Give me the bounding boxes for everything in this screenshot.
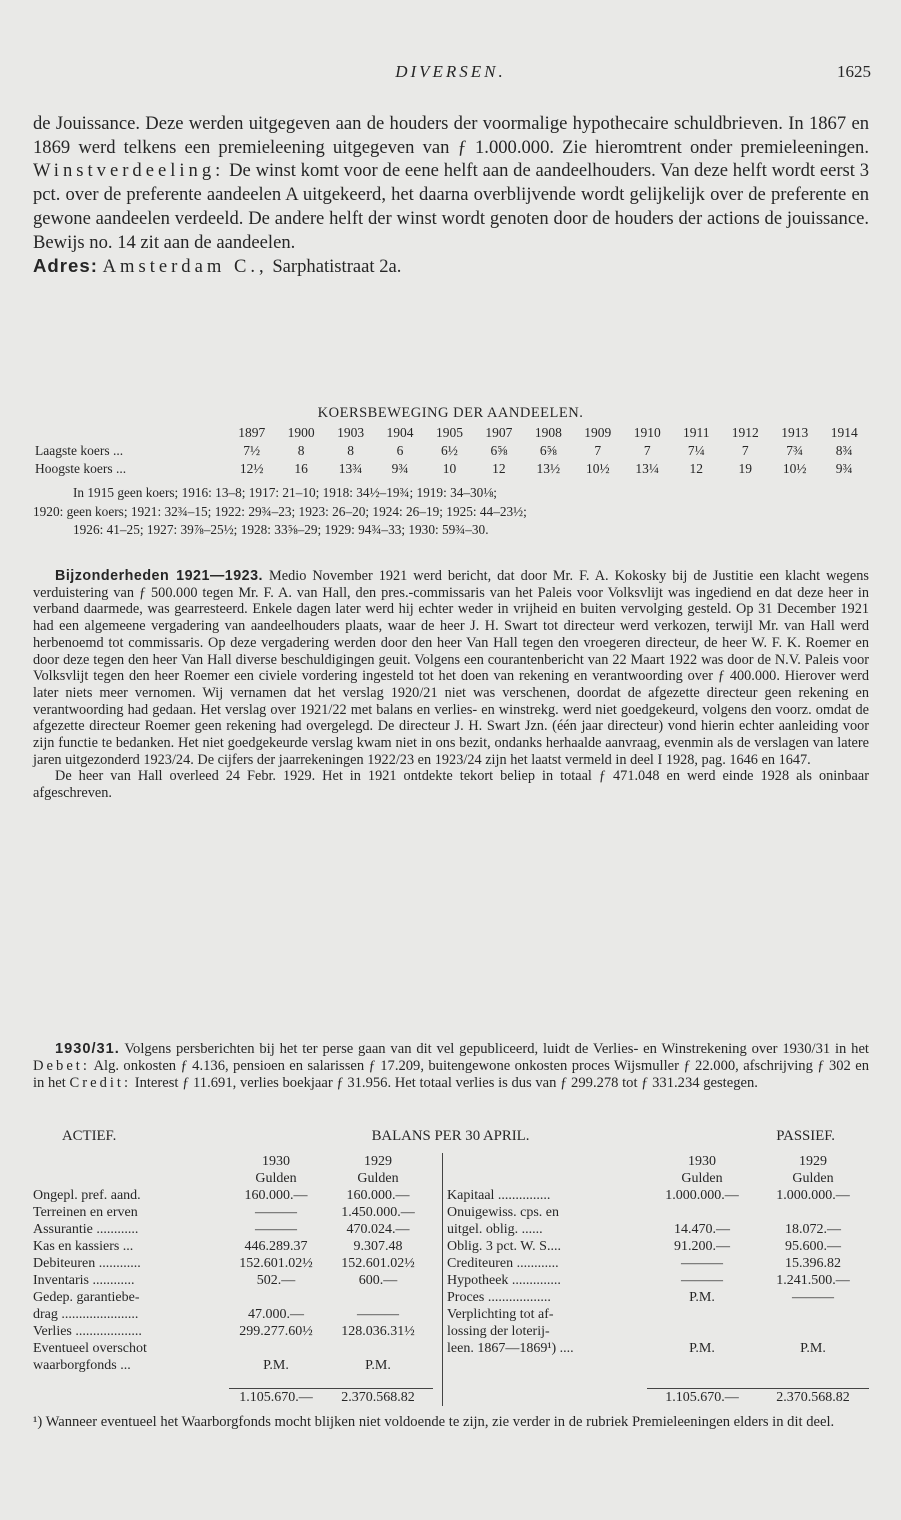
balans-cell — [443, 1374, 648, 1389]
balans-value: 470.024.— — [346, 1221, 410, 1237]
koers-note-1: In 1915 geen koers; 1916: 13–8; 1917: 21–10; 1918: 34½–19¾; 1919: 34–30⅛; — [73, 485, 498, 500]
adres-city: Amsterdam C., — [102, 256, 268, 278]
balans-passief-label: leen. 1867—1869¹) .... — [447, 1340, 574, 1356]
running-header-title: DIVERSEN. — [395, 62, 506, 81]
balans-total: 2.370.568.82 — [323, 1389, 433, 1407]
balans-passief-label: Kapitaal ............... — [447, 1187, 551, 1203]
footnote: ¹) Wanneer eventueel het Waarborgfonds mocht blijken niet voldoende te zijn, zie verder in de rubriek Premieleeningen elders in dit deel. — [33, 1414, 835, 1430]
balans-passief-label: Verplichting tot af- — [447, 1306, 554, 1322]
balans-separator — [433, 1357, 443, 1374]
koers-year-cell: 1912 — [731, 425, 759, 440]
jaar-1930-text-b: Alg. onkosten ƒ 4.136, pensioen en salarissen ƒ 17.209, buitengewone onkosten proces Wijsmuller ƒ 22.000, afschrijving ƒ 302 en in het — [33, 1057, 869, 1091]
balans-value: 1.000.000.— — [776, 1187, 850, 1203]
balans-passief-heading: PASSIEF. — [776, 1128, 835, 1144]
credit-label: Credit: — [69, 1074, 132, 1091]
balans-cell — [443, 1170, 648, 1187]
balans-value — [647, 1204, 757, 1221]
balans-value — [229, 1289, 323, 1306]
koers-value-cell: 6⅝ — [490, 443, 508, 458]
bijzonderheden-text-2: De heer van Hall overleed 24 Febr. 1929. Het in 1921 ontdekte tekort beliep in totaal ƒ 471.048 en werd einde 1928 als oninbaar afgeschreven. — [33, 768, 869, 802]
balans-cell — [757, 1374, 869, 1389]
balans-value: P.M. — [800, 1340, 826, 1356]
koers-year-cell: 1905 — [435, 425, 463, 440]
koers-row-label: Laagste koers ... — [35, 443, 124, 458]
koers-value-cell: 19 — [738, 461, 753, 476]
koers-value-cell: 9¾ — [835, 461, 853, 476]
koers-row — [33, 442, 869, 460]
jaar-1930-text-c: Interest ƒ 11.691, verlies boekjaar ƒ 31.956. Het totaal verlies is dus van ƒ 299.278 tot ƒ 331.234 gestegen. — [134, 1074, 758, 1091]
balans-row — [33, 1357, 869, 1374]
balans-actief-label: Inventaris ............ — [33, 1272, 135, 1288]
jaar-1930-section — [33, 1041, 869, 1091]
koers-value-cell: 8 — [347, 443, 354, 458]
koers-value-cell: 7 — [594, 443, 602, 458]
balans-separator — [433, 1153, 443, 1170]
balans-cell — [33, 1153, 229, 1170]
balans-row — [33, 1255, 869, 1272]
debet-label: Debet: — [33, 1057, 90, 1074]
koers-value-cell: 13¾ — [338, 461, 363, 476]
balans-value: 600.— — [358, 1272, 398, 1288]
balans-year: 1930 — [262, 1153, 290, 1169]
balans-value — [757, 1357, 869, 1374]
balans-year: 1929 — [799, 1153, 827, 1169]
balans-value: 1.241.500.— — [776, 1272, 850, 1288]
koers-year-cell: 1903 — [337, 425, 365, 440]
koers-table — [33, 424, 869, 478]
koers-value-cell: 8¾ — [835, 443, 853, 458]
bijzonderheden-section — [33, 568, 869, 802]
balans-value: P.M. — [689, 1340, 715, 1356]
balans-cell — [443, 1153, 648, 1170]
balans-actief-heading: ACTIEF. — [62, 1128, 117, 1144]
koers-value-cell: 9¾ — [391, 461, 409, 476]
balans-row — [33, 1272, 869, 1289]
balans-actief-label: Eventueel overschot — [33, 1340, 147, 1356]
balans-separator — [433, 1204, 443, 1221]
koers-value-cell: 6 — [396, 443, 404, 458]
koers-year-cell: 1910 — [633, 425, 661, 440]
balans-currency: Gulden — [792, 1170, 834, 1186]
koers-value-cell: 7¾ — [786, 443, 804, 458]
balans-separator — [433, 1187, 443, 1204]
koers-value-cell: 10 — [442, 461, 457, 476]
balans-separator — [433, 1221, 443, 1238]
koers-value-cell: 8 — [297, 443, 305, 458]
balans-row — [33, 1306, 869, 1323]
balans-cell — [229, 1374, 323, 1389]
koers-value-cell: 12 — [492, 461, 506, 476]
balans-separator — [433, 1289, 443, 1306]
balans-row — [33, 1238, 869, 1255]
koers-year-cell: 1907 — [485, 425, 513, 440]
balans-value — [647, 1357, 757, 1374]
balans-value: 299.277.60½ — [239, 1323, 313, 1339]
koers-note-3: 1926: 41–25; 1927: 39⅞–25½; 1928: 33⅝–29; 1929: 94¾–33; 1930: 59¾–30. — [73, 522, 489, 537]
balans-passief-label: uitgel. oblig. ...... — [447, 1221, 543, 1237]
balans-actief-label: Gedep. garantiebe- — [33, 1289, 140, 1305]
bijzonderheden-text: Medio November 1921 werd bericht, dat door Mr. F. A. Kokosky bij de Justitie een klacht wegens verduistering van ƒ 500.000 tegen Mr. F. A. van Hall, den pres.-commissaris van het Paleis voor Volksvlijt was ingediend en dat deze heer in verband daarmede, was gearresteerd. Enkele dagen later werd hij echter weder in vrijheid en buiten vervolging gesteld. Op 31 December 1921 had een algemeene vergadering van aandeelhouders plaats, waar de heer J. H. Swart tot directeur werd verkozen, terwijl Mr. van Hall werd herbenoemd tot commissaris. Op deze vergadering werden door den heer Van Hall tegen den vroegeren directeur, de heer W. F. K. Roemer en door deze tegen den heer Van Hall diverse beschuldigingen geuit. Volgens een courantenbericht van 22 Maart 1922 was door de N.V. Paleis voor Volksvlijt tegen den heer Roemer een civiele vordering ingesteld tot het doen van rekening en verantwoording over ƒ 400.000. Hierover werd later niets meer vernomen. Wij vernamen dat het verslag 1920/21 niet was verschenen, doordat de afgezette directeur geen rekening en verantwoording had gedaan. Het verslag over 1921/22 met balans en verlies- en winstrekg. werd niet goedgekeurd, volgens den voorz. omdat de afgezette directeur Roemer geen rekening had overgelegd. De directeur J. H. Swart Jzn. (één jaar directeur) vond hierin echter aanleiding voor zijn functie te bedanken. Het niet goedgekeurde verslag kwam niet in ons bezit, ondanks herhaalde aanvraag, evenmin als de verslagen van latere jaren uitgezonderd 1923/24. De cijfers der jaarrekeningen 1922/23 en 1923/24 zijn het laatst vermeld in deel I 1928, pag. 1646 en 1647. — [33, 568, 869, 768]
koers-years-row — [33, 424, 869, 442]
balans-currency-row — [33, 1170, 869, 1187]
balans-value: 1.000.000.— — [665, 1187, 739, 1203]
balans-row — [33, 1187, 869, 1204]
balans-passief-label: Oblig. 3 pct. W. S.... — [447, 1238, 561, 1254]
balans-actief-label: Ongepl. pref. aand. — [33, 1187, 141, 1203]
koers-year-cell: 1914 — [830, 425, 858, 440]
balans-value: 1.450.000.— — [341, 1204, 415, 1220]
balans-actief-label: waarborgfonds ... — [33, 1357, 131, 1373]
balans-value: 47.000.— — [248, 1306, 304, 1322]
balans-value: P.M. — [365, 1357, 391, 1373]
balans-year: 1929 — [364, 1153, 392, 1169]
balans-passief-label: Proces .................. — [447, 1289, 551, 1305]
balans-title: BALANS PER 30 APRIL. — [371, 1128, 530, 1144]
balans-value — [647, 1306, 757, 1323]
balans-value: ——— — [681, 1255, 723, 1271]
balans-row — [33, 1323, 869, 1340]
balans-value: ——— — [681, 1272, 723, 1288]
balans-cell — [33, 1389, 229, 1407]
koers-value-cell: 10½ — [585, 461, 610, 476]
balans-total: 1.105.670.— — [229, 1389, 323, 1407]
balans-passief-label: lossing der loterij- — [447, 1323, 550, 1339]
balans-passief-label — [443, 1357, 648, 1374]
page-number: 1625 — [837, 62, 871, 81]
balans-value — [757, 1306, 869, 1323]
balans-passief-label: Onuigewiss. cps. en — [447, 1204, 559, 1220]
balans-separator — [433, 1374, 443, 1389]
balans-currency: Gulden — [357, 1170, 399, 1186]
balans-currency: Gulden — [681, 1170, 723, 1186]
koers-value-cell: 6⅝ — [539, 443, 557, 458]
balans-separator — [433, 1340, 443, 1357]
koers-value-cell: 12 — [689, 461, 703, 476]
balans-separator — [433, 1306, 443, 1323]
balans-value — [323, 1289, 433, 1306]
balans-value: ——— — [357, 1306, 399, 1322]
koers-corner-cell — [33, 424, 227, 442]
jaar-1930-text-a: Volgens persberichten bij het ter perse gaan van dit vel gepubliceerd, luidt de Verlies- en Winstrekening over 1930/31 in het — [124, 1041, 869, 1057]
balans-separator — [433, 1255, 443, 1272]
balans-year: 1930 — [688, 1153, 716, 1169]
intro-paragraph-2: De winst komt voor de eene helft aan de aandeelhouders. Van deze helft wordt eerst 3 pct. over de preferente aandeelen A uitgekeerd, het daarna overblijvende wordt gelijkelijk over de preferente en gewone aandeelen verdeeld. De andere helft der winst wordt genoten door de houders der actions de jouissance. Bewijs no. 14 zit aan de aandeelen. — [33, 160, 869, 253]
balans-value: ——— — [255, 1204, 297, 1220]
koers-year-cell: 1908 — [534, 425, 562, 440]
balans-total: 2.370.568.82 — [757, 1389, 869, 1407]
balans-table — [33, 1153, 869, 1406]
balans-value: 160.000.— — [346, 1187, 410, 1203]
koers-value-cell: 13½ — [536, 461, 561, 476]
balans-value: 14.470.— — [674, 1221, 730, 1237]
balans-cell — [323, 1374, 433, 1389]
adres-street: Sarphatistraat 2a. — [272, 256, 402, 278]
balans-row — [33, 1289, 869, 1306]
balans-value: 9.307.48 — [353, 1238, 403, 1254]
intro-paragraph-1: de Jouissance. Deze werden uitgegeven aan de houders der voormalige hypothecaire schuldbrieven. In 1867 en 1869 werd telkens een premieleening uitgegeven van ƒ 1.000.000. Zie hieromtrent onder premieleeningen. — [33, 113, 869, 158]
balans-actief-label: Debiteuren ............ — [33, 1255, 141, 1271]
koers-notes — [33, 484, 869, 540]
balans-separator — [433, 1170, 443, 1187]
balans-total: 1.105.670.— — [647, 1389, 757, 1407]
balans-value: ——— — [255, 1221, 297, 1237]
balans-cell — [33, 1170, 229, 1187]
koers-value-cell: 12½ — [239, 461, 264, 476]
balans-value: ——— — [792, 1289, 834, 1305]
koers-value-cell: 10½ — [782, 461, 807, 476]
koers-year-cell: 1909 — [584, 425, 612, 440]
balans-passief-label: Hypotheek .............. — [447, 1272, 561, 1288]
balans-value — [323, 1340, 433, 1357]
balans-cell — [647, 1374, 757, 1389]
koers-value-cell: 7½ — [243, 443, 261, 458]
adres-label: Adres: — [33, 255, 98, 277]
balans-actief-label: Verlies ................... — [33, 1323, 142, 1339]
balans-value: 152.601.02½ — [239, 1255, 313, 1271]
balans-separator — [433, 1323, 443, 1340]
balans-value: 128.036.31½ — [341, 1323, 415, 1339]
balans-value — [647, 1323, 757, 1340]
balans-actief-label: Kas en kassiers ... — [33, 1238, 134, 1254]
koers-year-cell: 1913 — [781, 425, 809, 440]
balans-cell — [33, 1374, 229, 1389]
winstverdeeling-label: Winstverdeeling: — [33, 160, 225, 182]
balans-separator — [433, 1389, 443, 1407]
balans-spacer-row — [33, 1374, 869, 1389]
balans-value: 152.601.02½ — [341, 1255, 415, 1271]
balans-passief-label: Crediteuren ............ — [447, 1255, 559, 1271]
balans-actief-label: Assurantie ............ — [33, 1221, 139, 1237]
balans-row — [33, 1204, 869, 1221]
koers-value-cell: 6½ — [441, 443, 458, 458]
balans-value: 18.072.— — [785, 1221, 841, 1237]
balans-years-row — [33, 1153, 869, 1170]
balans-value: 160.000.— — [244, 1187, 308, 1203]
koers-row-label: Hoogste koers ... — [35, 461, 127, 476]
balans-value: 15.396.82 — [785, 1255, 841, 1271]
koers-value-cell: 13¼ — [635, 461, 660, 476]
balans-value: 91.200.— — [674, 1238, 730, 1254]
balans-separator — [433, 1238, 443, 1255]
balans-value: 446.289.37 — [244, 1238, 308, 1254]
koers-year-cell: 1911 — [683, 425, 710, 440]
koers-value-cell: 16 — [294, 461, 308, 476]
koers-note-2: 1920: geen koers; 1921: 32¾–15; 1922: 29¾–23; 1923: 26–20; 1924: 26–19; 1925: 44–23½; — [33, 503, 527, 519]
balans-row — [33, 1340, 869, 1357]
koers-value-cell: 7¼ — [687, 443, 705, 458]
koers-table-title: KOERSBEWEGING DER AANDEELEN. — [317, 405, 584, 421]
koers-row — [33, 460, 869, 478]
koers-value-cell: 7 — [643, 443, 651, 458]
balans-separator — [433, 1272, 443, 1289]
koers-year-cell: 1904 — [386, 425, 414, 440]
balans-actief-label: Terreinen en erven — [33, 1204, 138, 1220]
balans-row — [33, 1221, 869, 1238]
koers-year-cell: 1897 — [238, 425, 266, 440]
balans-value: 502.— — [256, 1272, 296, 1288]
balans-cell — [443, 1389, 648, 1407]
bijzonderheden-heading: Bijzonderheden 1921—1923. — [55, 568, 264, 584]
balans-value — [757, 1323, 869, 1340]
balans-currency: Gulden — [255, 1170, 297, 1186]
intro-text — [33, 112, 869, 279]
jaar-1930-heading: 1930/31. — [55, 1041, 120, 1057]
balans-value — [757, 1204, 869, 1221]
balans-actief-label: drag ...................... — [33, 1306, 139, 1322]
balans-value: P.M. — [263, 1357, 289, 1373]
koers-year-cell: 1900 — [287, 425, 315, 440]
balans-value — [229, 1340, 323, 1357]
balans-value: P.M. — [689, 1289, 715, 1305]
koers-value-cell: 7 — [741, 443, 749, 458]
balans-totals-row — [33, 1389, 869, 1407]
balans-value: 95.600.— — [785, 1238, 841, 1254]
